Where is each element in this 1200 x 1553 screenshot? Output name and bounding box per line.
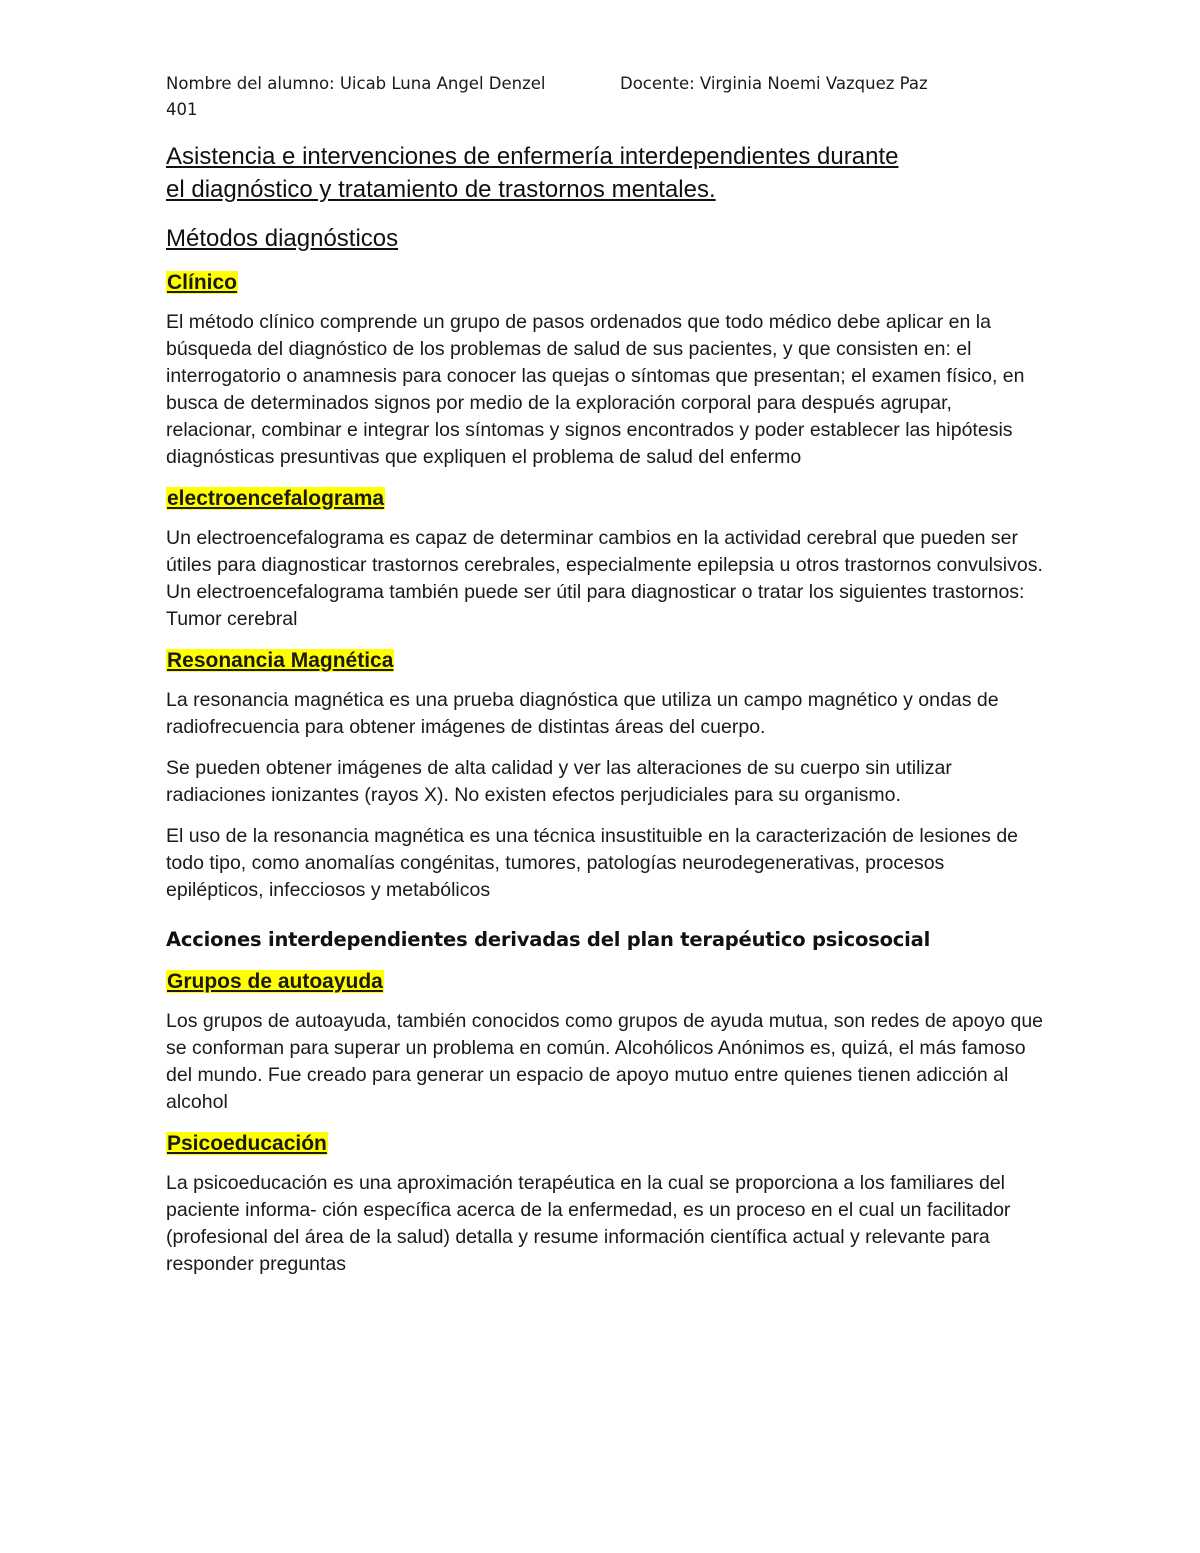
heading-resonancia — [166, 647, 1046, 675]
group-number: 401 — [166, 100, 198, 119]
paragraph-resonancia-1: La resonancia magnética es una prueba diagnóstica que utiliza un campo magnético y ondas de radiofrecuencia para obtener imágenes de distintas áreas del cuerpo. — [166, 689, 999, 738]
heading-electroencefalograma-text: electroencefalograma — [167, 487, 385, 510]
student-name: Nombre del alumno: Uicab Luna Angel Denzel — [166, 74, 546, 93]
heading-resonancia-text: Resonancia Magnética — [167, 649, 394, 672]
title-line-1: Asistencia e intervenciones de enfermería interdependientes durante — [166, 143, 899, 170]
section-title-acciones: Acciones interdependientes derivadas del plan terapéutico psicosocial — [166, 928, 931, 951]
paragraph-clinico: El método clínico comprende un grupo de pasos ordenados que todo médico debe aplicar en la búsqueda del diagnóstico de los problemas de salud de sus pacientes, y que consisten en: el interrogatorio o anamnesis para conocer las quejas o síntomas que presentan; el examen físico, en busca de determinados signos por medio de la exploración corporal para después agrupar, relacionar, combinar e integrar los síntomas y signos encontrados y poder establecer las hipótesis diagnósticas presuntivas que expliquen el problema de salud del enfermo — [166, 311, 1025, 468]
heading-psicoeducacion-text: Psicoeducación — [167, 1132, 327, 1155]
paragraph-resonancia-2: Se pueden obtener imágenes de alta calidad y ver las alteraciones de su cuerpo sin utilizar radiaciones ionizantes (rayos X). No existen efectos perjudiciales para su organismo. — [166, 757, 952, 806]
heading-clinico-text: Clínico — [167, 271, 238, 294]
heading-electroencefalograma — [166, 485, 1046, 513]
paragraph-resonancia-3: El uso de la resonancia magnética es una técnica insustituible en la caracterización de lesiones de todo tipo, como anomalías congénitas, tumores, patologías neurodegenerativas, procesos epilépticos, infecciosos y metabólicos — [166, 825, 1019, 901]
title-line-2: el diagnóstico y tratamiento de trastornos mentales. — [166, 176, 716, 203]
document-title — [166, 140, 1046, 206]
paragraph-electroencefalograma: Un electroencefalograma es capaz de determinar cambios en la actividad cerebral que pueden ser útiles para diagnosticar trastornos cerebrales, especialmente epilepsia u otros trastornos convulsivos. Un electroencefalograma también puede ser útil para diagnosticar o tratar los siguientes trastornos: Tumor cerebral — [166, 527, 1043, 630]
heading-autoayuda — [166, 968, 1046, 996]
paragraph-autoayuda: Los grupos de autoayuda, también conocidos como grupos de ayuda mutua, son redes de apoyo que se conforman para superar un problema en común. Alcohólicos Anónimos es, quizá, el más famoso del mundo. Fue creado para generar un espacio de apoyo mutuo entre quienes tienen adicción al alcohol — [166, 1010, 1044, 1113]
document-page — [166, 70, 1046, 1278]
paragraph-psicoeducacion: La psicoeducación es una aproximación terapéutica en la cual se proporciona a los familiares del paciente informa- ción específica acerca de la enfermedad, es un proceso en el cual un facilitador (profesional del área de la salud) detalla y resume información científica actual y relevante para responder preguntas — [166, 1172, 1011, 1275]
heading-psicoeducacion — [166, 1130, 1046, 1158]
teacher-name: Docente: Virginia Noemi Vazquez Paz — [620, 74, 928, 93]
heading-clinico — [166, 269, 1046, 297]
document-header — [166, 70, 1046, 98]
section-title-metodos: Métodos diagnósticos — [166, 225, 399, 252]
heading-autoayuda-text: Grupos de autoayuda — [167, 970, 383, 993]
